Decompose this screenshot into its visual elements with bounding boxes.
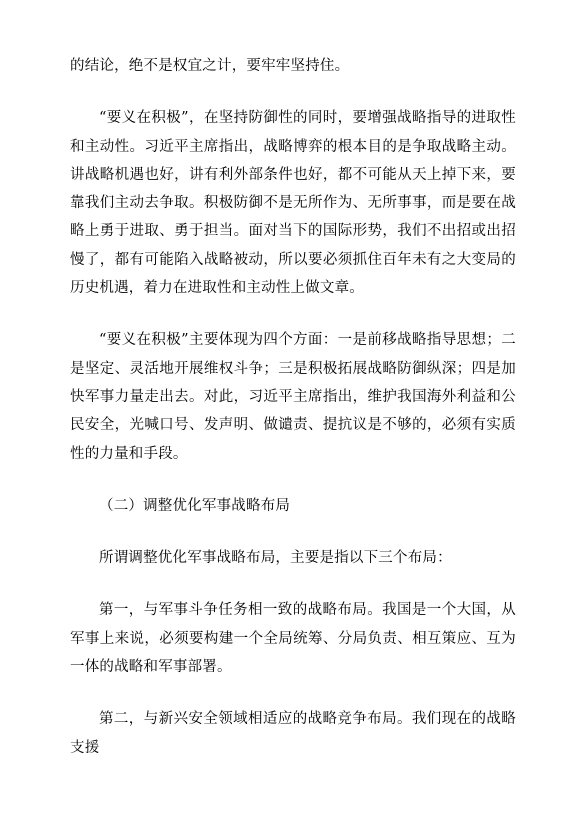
section-heading: （二）调整优化军事战略布局 (99, 497, 291, 514)
paragraph-layout-intro: 所谓调整优化军事战略布局，主要是指以下三个布局： (99, 550, 452, 567)
paragraph-first-layout: 第一，与军事斗争任务相一致的战略布局。我国是一个大国，从军事上来说，必须要构建一个全局统筹、分局负责、相互策应、互为一体的战略和军事部署。 (70, 602, 516, 676)
paragraph-second-layout: 第二，与新兴安全领域相适应的战略竞争布局。我们现在的战略支援 (70, 711, 516, 756)
paragraph-active-strategy: “要义在积极”，在坚持防御性的同时，要增强战略指导的进取性和主动性。习近平主席指出，战略博弈的根本目的是争取战略主动。讲战略机遇也好，讲有利外部条件也好，都不可能从天上掉下来，要靠我们主动去争取。积极防御不是无所作为、无所事事，而是要在战略上勇于进取、勇于担当。面对当下的国际形势，我们不出招或出招慢了，都有可能陷入战略被动，所以要必须抓住百年未有之大变局的历史机遇，着力在进取性和主动性上做文章。 (70, 110, 516, 297)
paragraph-continuation: 的结论，绝不是权宜之计，要牢牢坚持住。 (70, 58, 350, 74)
document-page (70, 52, 516, 786)
paragraph-four-aspects: “要义在积极”主要体现为四个方面：一是前移战略指导思想；二是坚定、灵活地开展维权斗争；三是积极拓展战略防御纵深；四是加快军事力量走出去。对此，习近平主席指出，维护我国海外利益和公民安全，光喊口号、发声明、做谴责、提抗议是不够的，必须有实质性的力量和手段。 (70, 332, 516, 462)
